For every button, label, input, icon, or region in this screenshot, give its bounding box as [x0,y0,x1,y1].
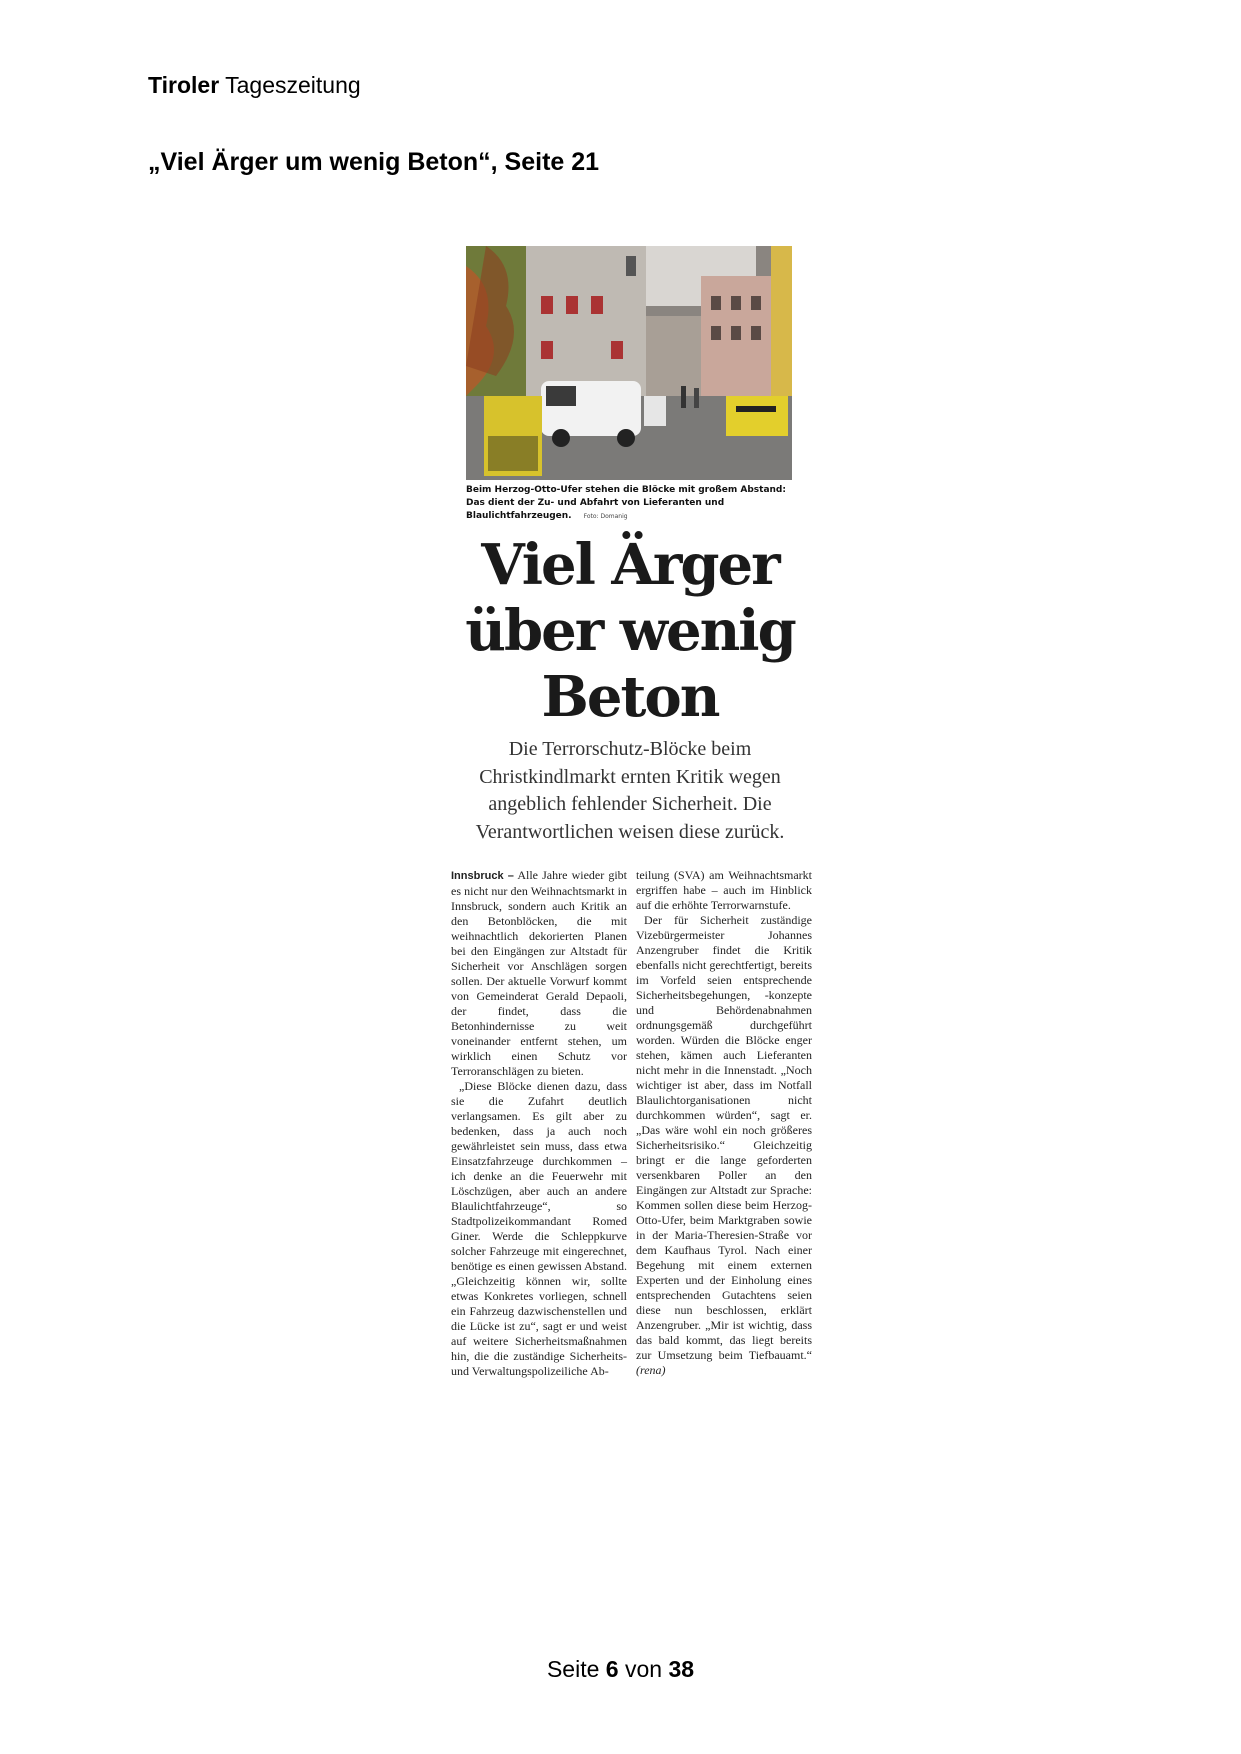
dateline: Innsbruck – [451,870,514,882]
photo-credit: Foto: Domanig [583,513,628,520]
article-column-1 [451,868,627,1379]
photo-caption [466,484,796,523]
article-headline: Viel Ärger über wenig Beton [465,532,795,730]
article-photo [466,246,792,480]
paragraph [636,913,812,1378]
author-initials: (rena) [636,1363,666,1377]
paragraph-text: Alle Jahre wieder gibt es nicht nur den Weihnachtsmarkt in Innsbruck, sondern auch Kritik an den Betonblöcken, die mit weihnachtlich dekorierten Planen bei den Eingängen zur Altstadt für Sicherheit vor Anschlägen sorgen sollen. Der aktuelle Vorwurf kommt von Gemeinderat Gerald Depaoli, der findet, dass die Betonhindernisse zu weit voneinander entfernt stehen, um wirklich einen Schutz vor Terroranschlägen zu bieten. [451,868,628,1078]
publication-name [148,72,361,99]
paragraph-text: Der für Sicherheit zuständige Vizebürgermeister Johannes Anzengruber findet die Kritik ebenfalls nicht gerechtfertigt, bereits im Vorfeld seien entsprechende Sicherheitsbegehungen, -konzepte und Behördenabnahmen ordnungsgemäß durchgeführt worden. Würden die Blöcke enger stehen, kämen auch Lieferanten nicht mehr in die Innenstadt. „Noch wichtiger ist aber, dass im Notfall Blaulichtorganisationen nicht durchkommen würden“, sagt er. „Das wäre wohl ein noch größeres Sicherheitsrisiko.“ Gleichzeitig bringt er die lange geforderten versenkbaren Poller an den Eingängen zur Altstadt zur Sprache: Kommen sollen diese beim Herzog-Otto-Ufer, beim Marktgraben sowie in der Maria-Theresien-Straße vor dem Kaufhaus Tyrol. Nach einer Begehung mit einem externen Experten und der Einholung eines entsprechenden Gutachtens seien diese nun beschlossen, erklärt Anzengruber. „Mir ist wichtig, dass das bald kommt, das liegt bereits zur Umsetzung beim Tiefbauamt.“ [636,913,812,1362]
footer-page-number: 6 [605,1656,619,1682]
footer-prefix: Seite [546,1656,600,1682]
photo-caption-text: Beim Herzog-Otto-Ufer stehen die Blöcke mit großem Abstand: Das dient der Zu- und Abfahrt von Lieferanten und Blaulichtfahrzeugen. [466,485,786,521]
publication-name-bold: Tiroler [148,72,220,98]
article-column-2 [636,868,812,1378]
page-footer [0,1656,1241,1683]
paragraph: teilung (SVA) am Weihnachtsmarkt ergriffen habe – auch im Hinblick auf die erhöhte Terrorwarnstufe. [636,868,812,912]
paragraph: „Diese Blöcke dienen dazu, dass sie die Zufahrt deutlich verlangsamen. Es gilt aber zu bedenken, dass ja auch noch gewährleistet sein muss, dass etwa Einsatzfahrzeuge durchkommen – ich denke an die Feuerwehr mit Löschzügen, aber auch an andere Blaulichtfahrzeuge“, so Stadtpolizeikommandant Romed Giner. Werde die Schleppkurve solcher Fahrzeuge mit eingerechnet, benötige es einen gewissen Abstand. „Gleichzeitig können wir, sollte etwas Konkretes vorliegen, schnell ein Fahrzeug dazwischenstellen und die Lücke ist zu“, sagt er und weist auf weitere Sicherheitsmaßnahmen hin, die die zuständige Sicherheits- und Verwaltungspolizeiliche Ab- [451,1079,627,1378]
article-standfirst: Die Terrorschutz-Blöcke beim Christkindlmarkt ernten Kritik wegen angeblich fehlender Sicherheit. Die Verantwortlichen weisen diese zurück. [475,738,785,843]
document-title: „Viel Ärger um wenig Beton“, Seite 21 [148,148,600,176]
publication-name-regular: Tageszeitung [225,72,361,98]
footer-total-pages: 38 [668,1656,695,1682]
paragraph [451,868,627,1079]
footer-middle: von [624,1656,663,1682]
